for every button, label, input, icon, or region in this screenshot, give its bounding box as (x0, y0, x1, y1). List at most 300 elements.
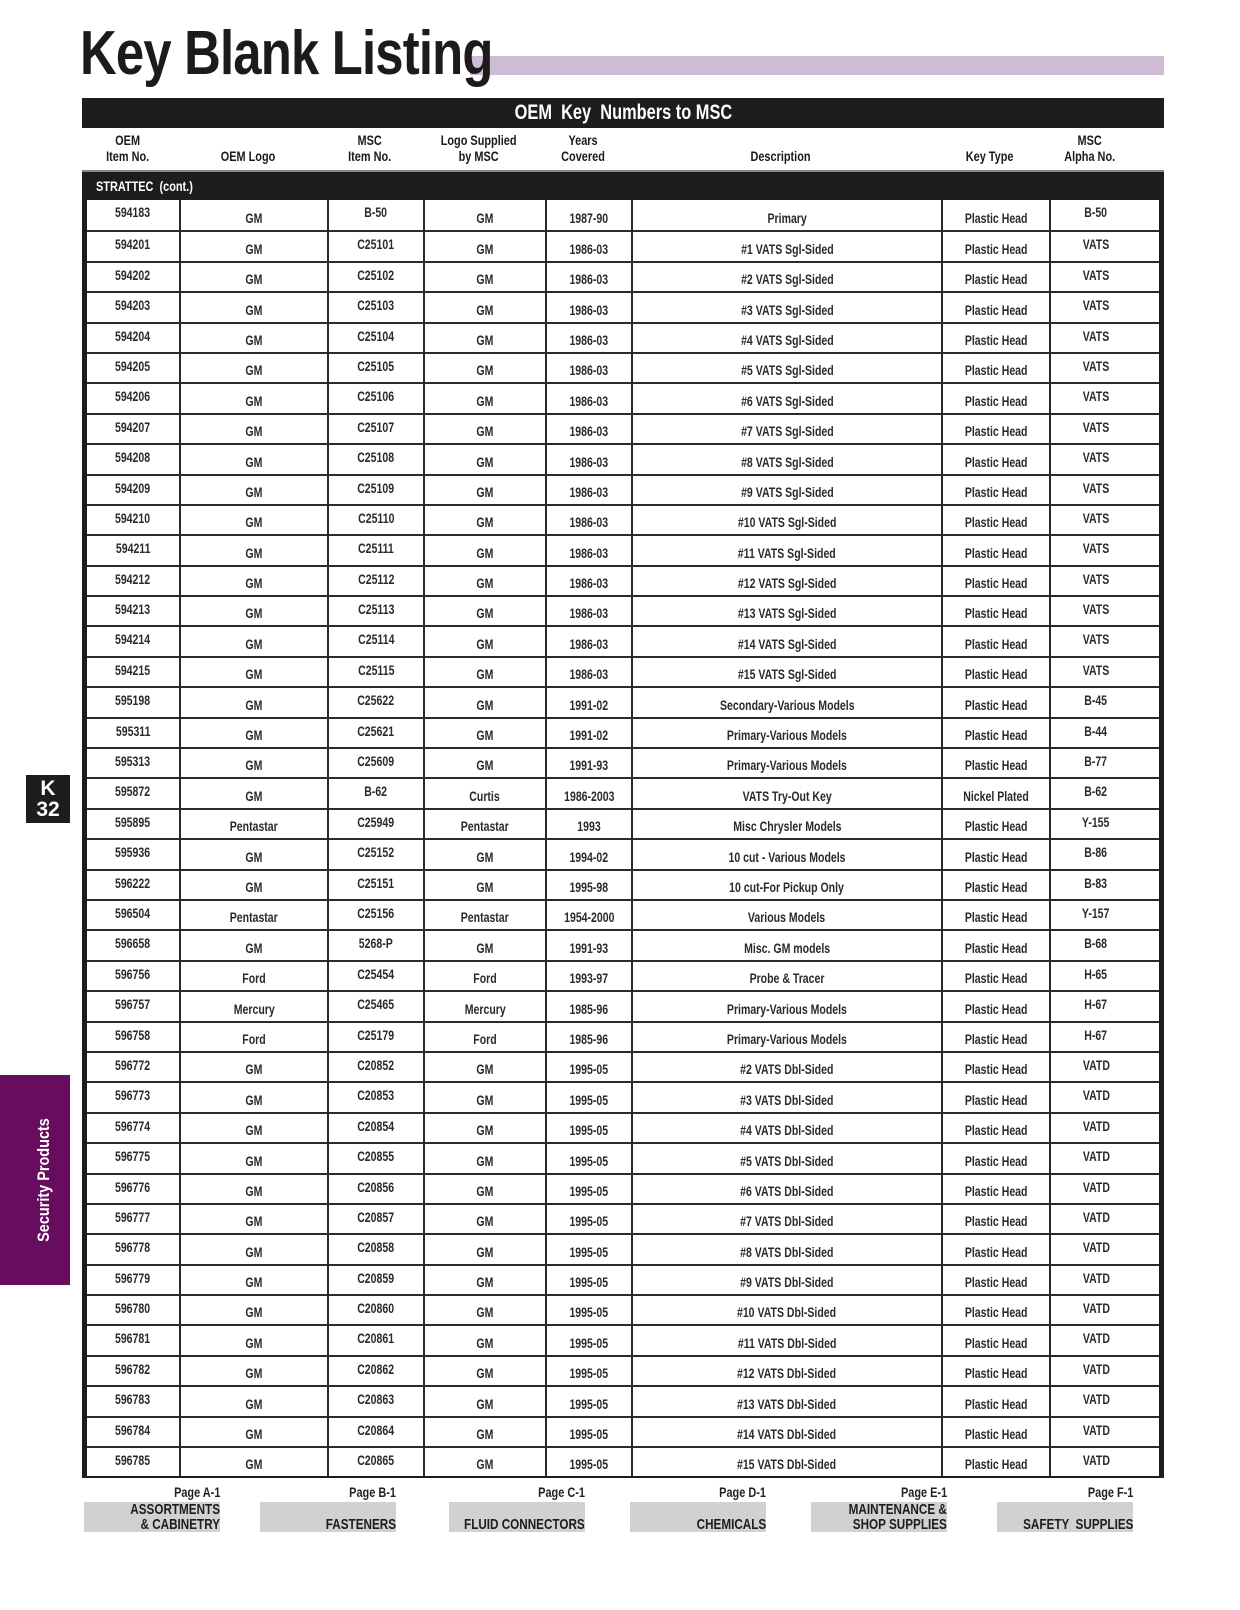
cell-oem-logo (179, 1387, 327, 1415)
cell-logo-supplied (423, 200, 545, 230)
cell-text: VATS (1082, 480, 1110, 496)
cell-oem-item-no (87, 1175, 179, 1203)
cell-msc-item-no (327, 536, 423, 564)
table-row (87, 838, 1159, 868)
table-banner-text: OEM Key Numbers to MSC (514, 101, 732, 124)
cell-text: 1995-98 (569, 879, 609, 895)
footer-page-text: Page A-1 (173, 1484, 220, 1500)
cell-years-covered (545, 1387, 631, 1415)
cell-text: B-86 (1084, 845, 1108, 861)
table-body (82, 200, 1164, 1478)
cell-text: 596222 (115, 875, 151, 891)
cell-text: 1995-05 (569, 1092, 609, 1108)
cell-oem-item-no (87, 1205, 179, 1233)
cell-text: C25108 (357, 450, 395, 466)
footer-page-ref (161, 1484, 220, 1500)
cell-years-covered (545, 1326, 631, 1354)
cell-msc-alpha-no (1049, 1175, 1141, 1203)
cell-msc-item-no (327, 506, 423, 534)
cell-text: Plastic Head (964, 879, 1028, 895)
cell-text: 594210 (115, 510, 151, 526)
cell-msc-item-no (327, 1023, 423, 1051)
cell-oem-logo (179, 810, 327, 838)
cell-text: 1986-03 (569, 241, 609, 257)
cell-logo-supplied (423, 627, 545, 655)
cell-text: Plastic Head (964, 1366, 1028, 1382)
cell-msc-item-no (327, 476, 423, 504)
table-row (87, 534, 1159, 564)
cell-text: 1985-96 (569, 1031, 609, 1047)
cell-text: #13 VATS Dbl-Sided (737, 1396, 837, 1412)
cell-msc-item-no (327, 1114, 423, 1142)
cell-text: 1995-05 (569, 1305, 609, 1321)
cell-oem-logo (179, 384, 327, 412)
cell-text: Plastic Head (964, 606, 1028, 622)
cell-msc-item-no (327, 1053, 423, 1081)
cell-text: Ford (473, 1031, 497, 1047)
cell-oem-item-no (87, 1387, 179, 1415)
cell-text: H-65 (1084, 966, 1108, 982)
cell-oem-item-no (87, 506, 179, 534)
table-row (87, 565, 1159, 595)
cell-text: Primary-Various Models (727, 728, 847, 744)
cell-text: 1986-03 (569, 484, 609, 500)
cell-text: 1991-02 (569, 728, 609, 744)
cell-text: 596756 (115, 966, 151, 982)
cell-text: 1986-2003 (563, 788, 615, 804)
footer-link-fasteners[interactable] (260, 1484, 396, 1544)
cell-text: 1995-05 (569, 1153, 609, 1169)
footer-link-assortments[interactable] (84, 1484, 220, 1544)
cell-text: GM (245, 1153, 263, 1169)
cell-text: 594208 (115, 450, 151, 466)
cell-description (631, 232, 941, 260)
cell-years-covered (545, 1296, 631, 1324)
cell-oem-item-no (87, 719, 179, 747)
cell-oem-item-no (87, 1326, 179, 1354)
cell-years-covered (545, 1235, 631, 1263)
cell-text: VATS Try-Out Key (742, 788, 832, 804)
cell-description (631, 200, 941, 230)
cell-msc-alpha-no (1049, 384, 1141, 412)
cell-text: 596778 (115, 1240, 151, 1256)
cell-text: Plastic Head (964, 1183, 1028, 1199)
cell-text: GM (245, 1092, 263, 1108)
cell-text: C20859 (357, 1270, 395, 1286)
cell-oem-logo (179, 1205, 327, 1233)
cell-text: VATS (1082, 571, 1110, 587)
column-header-label: OEM Item No. (106, 132, 150, 164)
cell-text: Plastic Head (964, 849, 1028, 865)
table-row (87, 322, 1159, 352)
cell-msc-alpha-no (1049, 1266, 1141, 1294)
cell-text: 594215 (115, 662, 151, 678)
table-banner (82, 98, 1164, 128)
cell-oem-logo (179, 1053, 327, 1081)
cell-text: 596773 (115, 1088, 151, 1104)
cell-text: Plastic Head (964, 576, 1028, 592)
section-page-tab (26, 775, 70, 823)
cell-years-covered (545, 1205, 631, 1233)
cell-msc-item-no (327, 749, 423, 777)
section-header (82, 172, 1164, 200)
cell-text: C25179 (357, 1027, 395, 1043)
cell-oem-item-no (87, 810, 179, 838)
footer-page-text: Page D-1 (719, 1484, 766, 1500)
cell-text: VATD (1082, 1179, 1110, 1195)
cell-years-covered (545, 1418, 631, 1446)
cell-text: Mercury (233, 1001, 275, 1017)
cell-text: 1993 (577, 819, 601, 835)
cell-key-type (941, 384, 1049, 412)
cell-key-type (941, 324, 1049, 352)
footer-page-text: Page C-1 (538, 1484, 585, 1500)
cell-text: #5 VATS Sgl-Sided (740, 363, 834, 379)
cell-text: C20856 (357, 1179, 395, 1195)
cell-years-covered (545, 200, 631, 230)
cell-text: GM (476, 363, 494, 379)
cell-text: B-68 (1084, 936, 1108, 952)
cell-text: 594213 (115, 602, 151, 618)
cell-description (631, 658, 941, 686)
cell-text: 596658 (115, 936, 151, 952)
cell-text: VATS (1082, 632, 1110, 648)
cell-description (631, 1387, 941, 1415)
cell-text: GM (245, 1457, 263, 1473)
cell-text: 596784 (115, 1422, 151, 1438)
cell-key-type (941, 293, 1049, 321)
cell-text: Pentastar (230, 910, 278, 926)
cell-years-covered (545, 384, 631, 412)
cell-description (631, 962, 941, 990)
cell-text: GM (245, 424, 263, 440)
cell-msc-alpha-no (1049, 1387, 1141, 1415)
cell-text: 596776 (115, 1179, 151, 1195)
cell-text: #4 VATS Dbl-Sided (740, 1123, 834, 1139)
cell-description (631, 1205, 941, 1233)
cell-key-type (941, 1266, 1049, 1294)
cell-text: C20857 (357, 1209, 395, 1225)
cell-text: GM (476, 1275, 494, 1291)
cell-text: GM (476, 1062, 494, 1078)
cell-text: C25105 (357, 358, 395, 374)
cell-text: Plastic Head (964, 758, 1028, 774)
cell-text: 596781 (115, 1331, 151, 1347)
table-row (87, 413, 1159, 443)
cell-key-type (941, 871, 1049, 899)
cell-msc-item-no (327, 840, 423, 868)
cell-text: C20864 (357, 1422, 395, 1438)
cell-oem-item-no (87, 658, 179, 686)
cell-text: Misc. GM models (743, 940, 831, 956)
table-row (87, 1051, 1159, 1081)
cell-msc-item-no (327, 1418, 423, 1446)
footer-category-text: SAFETY SUPPLIES (1022, 1516, 1133, 1533)
cell-msc-alpha-no (1049, 1114, 1141, 1142)
cell-oem-logo (179, 627, 327, 655)
cell-logo-supplied (423, 992, 545, 1020)
cell-text: C25113 (357, 602, 395, 618)
cell-text: GM (245, 545, 263, 561)
cell-text: 1987-90 (569, 211, 609, 227)
cell-text: C25103 (357, 298, 395, 314)
cell-text: Mercury (464, 1001, 506, 1017)
cell-logo-supplied (423, 1357, 545, 1385)
cell-key-type (941, 1387, 1049, 1415)
table-row (87, 1385, 1159, 1415)
cell-text: 1986-03 (569, 454, 609, 470)
cell-msc-alpha-no (1049, 840, 1141, 868)
cell-text: 1986-03 (569, 272, 609, 288)
footer-link-safety-supplies[interactable] (997, 1484, 1133, 1544)
cell-text: H-67 (1084, 1027, 1108, 1043)
cell-msc-item-no (327, 688, 423, 716)
cell-msc-item-no (327, 263, 423, 291)
cell-text: 594212 (115, 571, 151, 587)
cell-text: #10 VATS Sgl-Sided (737, 515, 837, 531)
cell-msc-item-no (327, 1235, 423, 1263)
cell-text: VATD (1082, 1118, 1110, 1134)
cell-text: GM (245, 849, 263, 865)
cell-text: Plastic Head (964, 515, 1028, 531)
cell-text: 595311 (115, 723, 151, 739)
cell-text: Plastic Head (964, 1396, 1028, 1412)
cell-msc-item-no (327, 1144, 423, 1172)
column-header-msc-item-no (322, 132, 418, 164)
cell-key-type (941, 445, 1049, 473)
cell-logo-supplied (423, 719, 545, 747)
footer-category-label (992, 1517, 1133, 1532)
cell-text: C25106 (357, 389, 395, 405)
footer-category-label (105, 1502, 220, 1532)
cell-oem-logo (179, 567, 327, 595)
table-row (87, 869, 1159, 899)
cell-logo-supplied (423, 1418, 545, 1446)
cell-text: 1995-05 (569, 1427, 609, 1443)
cell-oem-logo (179, 688, 327, 716)
cell-text: 595198 (115, 693, 151, 709)
cell-msc-alpha-no (1049, 749, 1141, 777)
cell-oem-item-no (87, 384, 179, 412)
cell-text: GM (476, 241, 494, 257)
cell-text: GM (476, 758, 494, 774)
cell-description (631, 931, 941, 959)
cell-text: GM (476, 1153, 494, 1169)
cell-text: 1986-03 (569, 393, 609, 409)
cell-oem-item-no (87, 354, 179, 382)
cell-text: VATS (1082, 358, 1110, 374)
cell-text: VATS (1082, 450, 1110, 466)
cell-logo-supplied (423, 658, 545, 686)
cell-oem-item-no (87, 931, 179, 959)
cell-oem-logo (179, 901, 327, 929)
cell-text: 1995-05 (569, 1183, 609, 1199)
cell-oem-item-no (87, 1266, 179, 1294)
cell-logo-supplied (423, 871, 545, 899)
cell-description (631, 476, 941, 504)
cell-description (631, 1053, 941, 1081)
footer-link-chemicals[interactable] (630, 1484, 766, 1544)
cell-msc-item-no (327, 901, 423, 929)
table-row (87, 717, 1159, 747)
cell-text: Plastic Head (964, 1092, 1028, 1108)
cell-text: GM (476, 1214, 494, 1230)
cell-msc-item-no (327, 354, 423, 382)
cell-text: Plastic Head (964, 1244, 1028, 1260)
cell-oem-logo (179, 719, 327, 747)
cell-text: GM (476, 424, 494, 440)
cell-oem-item-no (87, 476, 179, 504)
cell-key-type (941, 627, 1049, 655)
cell-text: 594205 (115, 358, 151, 374)
cell-logo-supplied (423, 1326, 545, 1354)
cell-oem-logo (179, 200, 327, 230)
cell-years-covered (545, 719, 631, 747)
footer-page-text: Page E-1 (900, 1484, 947, 1500)
table-row (87, 747, 1159, 777)
cell-msc-item-no (327, 293, 423, 321)
footer-category-text: CHEMICALS (696, 1516, 766, 1533)
table-row (87, 1446, 1159, 1476)
cell-oem-item-no (87, 1023, 179, 1051)
cell-years-covered (545, 536, 631, 564)
table-row (87, 929, 1159, 959)
cell-text: 1991-93 (569, 940, 609, 956)
cell-description (631, 506, 941, 534)
cell-text: GM (245, 1275, 263, 1291)
cell-text: Plastic Head (964, 1457, 1028, 1473)
cell-description (631, 1357, 941, 1385)
cell-text: VATS (1082, 602, 1110, 618)
cell-msc-item-no (327, 445, 423, 473)
cell-logo-supplied (423, 384, 545, 412)
cell-oem-logo (179, 415, 327, 443)
cell-text: 1995-05 (569, 1396, 609, 1412)
cell-key-type (941, 476, 1049, 504)
cell-years-covered (545, 749, 631, 777)
cell-years-covered (545, 597, 631, 625)
cell-oem-logo (179, 354, 327, 382)
cell-text: GM (476, 1305, 494, 1321)
cell-text: C25622 (357, 693, 395, 709)
cell-description (631, 445, 941, 473)
cell-oem-logo (179, 597, 327, 625)
column-header-label: OEM Logo (220, 148, 276, 164)
cell-text: VATS (1082, 298, 1110, 314)
cell-years-covered (545, 1144, 631, 1172)
cell-msc-alpha-no (1049, 324, 1141, 352)
cell-msc-item-no (327, 1175, 423, 1203)
table-row (87, 686, 1159, 716)
cell-text: 596782 (115, 1361, 151, 1377)
cell-text: 1986-03 (569, 332, 609, 348)
cell-text: GM (476, 1183, 494, 1199)
cell-years-covered (545, 992, 631, 1020)
footer-link-fluid-connectors[interactable] (449, 1484, 585, 1544)
cell-text: VATS (1082, 328, 1110, 344)
cell-text: GM (245, 484, 263, 500)
table-row (87, 625, 1159, 655)
cell-text: 596775 (115, 1149, 151, 1165)
cell-logo-supplied (423, 1144, 545, 1172)
cell-text: GM (476, 636, 494, 652)
column-header-description (626, 148, 936, 164)
cell-key-type (941, 1326, 1049, 1354)
table-row (87, 1416, 1159, 1446)
cell-text: 595936 (115, 845, 151, 861)
cell-text: GM (476, 393, 494, 409)
cell-text: 1995-05 (569, 1275, 609, 1291)
cell-msc-item-no (327, 1357, 423, 1385)
table-row (87, 808, 1159, 838)
cell-text: 596504 (115, 905, 151, 921)
column-header-oem-item-no (82, 132, 174, 164)
cell-oem-item-no (87, 779, 179, 807)
cell-key-type (941, 597, 1049, 625)
cell-text: GM (245, 515, 263, 531)
column-header-label: Years Covered (561, 132, 605, 164)
cell-msc-alpha-no (1049, 1296, 1141, 1324)
cell-text: 10 cut - Various Models (728, 849, 846, 865)
cell-text: C25949 (357, 814, 395, 830)
cell-text: 1995-05 (569, 1244, 609, 1260)
cell-description (631, 1326, 941, 1354)
cell-text: VATS (1082, 237, 1110, 253)
cell-text: #11 VATS Sgl-Sided (738, 545, 836, 561)
section-letter: K (40, 777, 56, 800)
cell-text: 1986-03 (569, 545, 609, 561)
cell-text: GM (476, 211, 494, 227)
cell-text: Plastic Head (964, 1335, 1028, 1351)
cell-logo-supplied (423, 688, 545, 716)
cell-key-type (941, 1175, 1049, 1203)
cell-oem-item-no (87, 1235, 179, 1263)
cell-text: 1991-02 (569, 697, 609, 713)
cell-text: Plastic Head (964, 272, 1028, 288)
cell-logo-supplied (423, 1053, 545, 1081)
cell-text: C25151 (357, 875, 395, 891)
cell-oem-logo (179, 445, 327, 473)
cell-text: GM (245, 1123, 263, 1139)
cell-text: C20860 (357, 1301, 395, 1317)
footer-link-maintenance[interactable] (811, 1484, 947, 1544)
cell-text: GM (245, 728, 263, 744)
cell-text: C25110 (357, 510, 395, 526)
cell-text: Plastic Head (964, 636, 1028, 652)
cell-text: GM (476, 454, 494, 470)
cell-text: #8 VATS Dbl-Sided (740, 1244, 834, 1260)
cell-logo-supplied (423, 1266, 545, 1294)
cell-years-covered (545, 324, 631, 352)
cell-oem-logo (179, 1144, 327, 1172)
cell-description (631, 263, 941, 291)
cell-text: 1986-03 (569, 667, 609, 683)
table-row (87, 777, 1159, 807)
cell-text: 1991-93 (569, 758, 609, 774)
cell-text: GM (245, 879, 263, 895)
cell-text: 594204 (115, 328, 151, 344)
cell-text: 594214 (115, 632, 151, 648)
table-row (87, 990, 1159, 1020)
cell-text: 596785 (115, 1453, 151, 1469)
cell-oem-logo (179, 506, 327, 534)
cell-text: Plastic Head (964, 910, 1028, 926)
cell-oem-item-no (87, 232, 179, 260)
cell-years-covered (545, 1175, 631, 1203)
cell-text: 596774 (115, 1118, 151, 1134)
cell-text: Ford (242, 971, 266, 987)
cell-years-covered (545, 1448, 631, 1476)
